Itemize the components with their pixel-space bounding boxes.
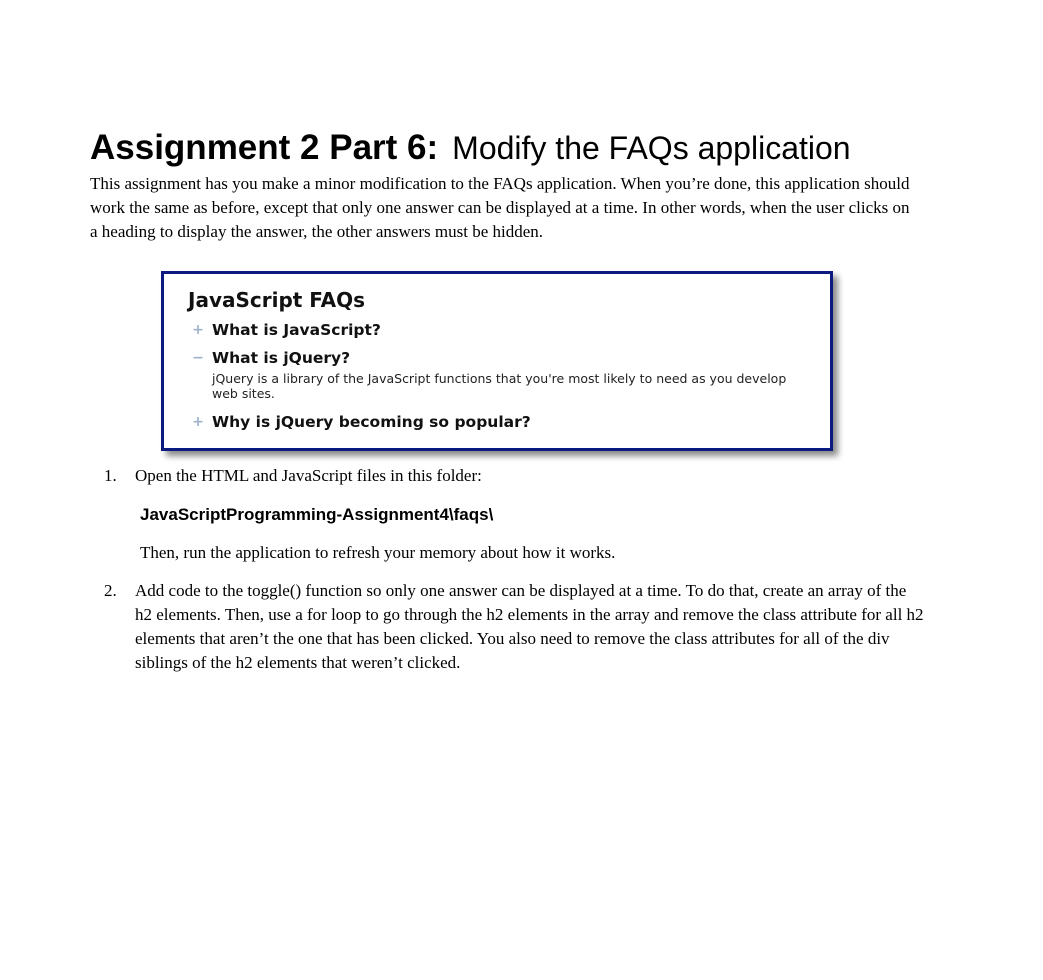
folder-path: JavaScriptProgramming-Assignment4\faqs\ — [140, 505, 494, 524]
faq-heading: JavaScript FAQs — [188, 288, 366, 312]
step-number: 2. — [104, 581, 117, 600]
page-title — [90, 127, 851, 169]
title-assignment-label: Assignment 2 Part 6: — [90, 128, 439, 167]
faq-answer: jQuery is a library of the JavaScript functions that you're most likely to need as you develop web sites. — [212, 371, 787, 401]
minus-icon: − — [192, 349, 204, 366]
faq-question[interactable]: What is jQuery? — [212, 348, 351, 367]
step-number: 1. — [104, 466, 117, 485]
intro-paragraph: This assignment has you make a minor modification to the FAQs application. When you’re done, this application should work the same as before, except that only one answer can be displayed at a time. In other words, when the user clicks on a heading to display the answer, the other answers must be hidden. — [90, 174, 910, 241]
step-text: Open the HTML and JavaScript files in this folder: — [135, 466, 482, 485]
step-text: Add code to the toggle() function so only one answer can be displayed at a time. To do that, create an array of the h2 elements. Then, use a for loop to go through the h2 elements in the array and remove the class attribute for all h2 elements that aren’t the one that has been clicked. You also need to remove the class attributes for all of the div siblings of the h2 elements that weren’t clicked. — [135, 581, 924, 672]
title-subtitle: Modify the FAQs application — [452, 130, 851, 166]
faq-item-javascript[interactable] — [190, 319, 381, 339]
plus-icon: + — [192, 321, 204, 338]
faq-item-popular[interactable] — [190, 411, 531, 431]
step-followup: Then, run the application to refresh your memory about how it works. — [140, 543, 616, 562]
faq-question[interactable]: Why is jQuery becoming so popular? — [212, 412, 531, 431]
faq-item-jquery[interactable] — [190, 347, 350, 367]
faq-question[interactable]: What is JavaScript? — [212, 320, 381, 339]
faq-screenshot-figure — [161, 271, 833, 451]
plus-icon: + — [192, 413, 204, 430]
